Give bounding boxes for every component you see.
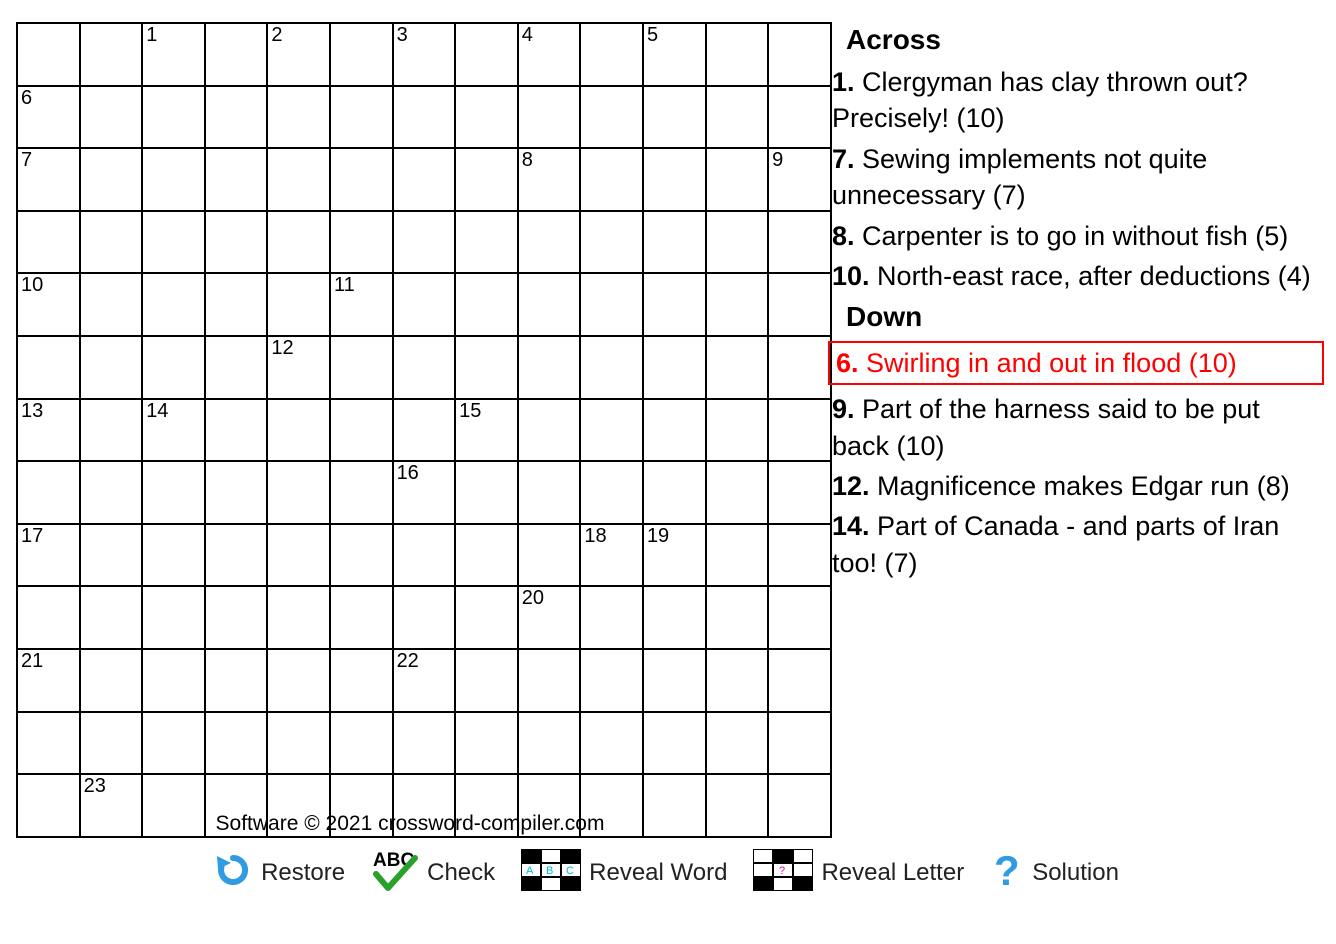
check-icon xyxy=(371,848,419,897)
grid-cell[interactable] xyxy=(455,649,518,712)
check-label: Check xyxy=(427,858,496,886)
grid-cell[interactable] xyxy=(205,148,268,211)
clue-number: 8. xyxy=(832,220,855,251)
across-clue-8[interactable] xyxy=(828,218,1324,254)
clue-number: 14. xyxy=(832,511,870,542)
reveal-word-label: Reveal Word xyxy=(589,858,728,886)
svg-text:B: B xyxy=(546,865,554,877)
grid-row xyxy=(17,712,831,775)
grid-cell[interactable] xyxy=(455,524,518,587)
grid-cell[interactable] xyxy=(518,148,581,211)
grid-cell[interactable] xyxy=(580,399,643,462)
grid-cell-block xyxy=(80,712,143,775)
grid-cell-block xyxy=(80,86,143,149)
grid-cell[interactable] xyxy=(142,461,205,524)
clue-text: Part of Canada - and parts of Iran too! (7) xyxy=(832,511,1280,578)
grid-cell[interactable] xyxy=(643,211,706,274)
check-button[interactable] xyxy=(371,848,495,897)
grid-cell[interactable] xyxy=(455,23,518,86)
grid-cell[interactable] xyxy=(393,23,456,86)
question-mark-icon xyxy=(990,848,1024,897)
grid-cell[interactable] xyxy=(768,712,831,775)
grid-cell[interactable] xyxy=(205,23,268,86)
grid-cell[interactable] xyxy=(768,336,831,399)
cell-number: 7 xyxy=(21,149,33,172)
grid-cell[interactable] xyxy=(706,273,769,336)
grid-cell[interactable] xyxy=(330,399,393,462)
grid-cell-block xyxy=(205,86,268,149)
grid-cell[interactable] xyxy=(142,211,205,274)
grid-cell-block xyxy=(205,712,268,775)
grid-cell[interactable] xyxy=(80,273,143,336)
cell-number: 13 xyxy=(21,399,44,422)
grid-cell[interactable] xyxy=(80,649,143,712)
grid-cell[interactable] xyxy=(80,524,143,587)
grid-cell[interactable] xyxy=(205,399,268,462)
grid-cell[interactable] xyxy=(518,712,581,775)
grid-cell[interactable] xyxy=(455,399,518,462)
down-clue-9[interactable] xyxy=(828,391,1324,464)
solution-button[interactable] xyxy=(990,848,1119,897)
clue-number: 6. xyxy=(836,347,859,378)
cell-number: 17 xyxy=(21,524,44,547)
grid-cell[interactable] xyxy=(643,148,706,211)
grid-row xyxy=(17,586,831,649)
grid-cell[interactable] xyxy=(330,23,393,86)
down-heading: Down xyxy=(846,300,923,332)
cell-number: 2 xyxy=(271,24,283,46)
across-heading: Across xyxy=(846,24,941,55)
grid-cell-block xyxy=(706,712,769,775)
grid-cell-block xyxy=(205,211,268,274)
solution-label: Solution xyxy=(1032,858,1119,886)
grid-cell-block xyxy=(768,86,831,149)
copyright-notice: Software © 2021 crossword-compiler.com xyxy=(215,812,605,835)
cell-number: 9 xyxy=(772,149,784,172)
cell-number: 22 xyxy=(396,649,419,672)
grid-cell[interactable] xyxy=(267,712,330,775)
grid-cell[interactable] xyxy=(643,273,706,336)
grid-cell-block xyxy=(643,461,706,524)
grid-row xyxy=(17,649,831,712)
grid-cell[interactable] xyxy=(142,524,205,587)
clue-number: 10. xyxy=(832,261,870,292)
restore-icon xyxy=(213,850,253,895)
svg-text:?: ? xyxy=(994,848,1020,892)
grid-cell-block xyxy=(455,461,518,524)
grid-cell[interactable] xyxy=(706,399,769,462)
grid-cell-block xyxy=(580,86,643,149)
cell-number: 15 xyxy=(459,399,482,422)
reveal-word-icon xyxy=(521,849,581,896)
reveal-word-button[interactable] xyxy=(521,849,727,896)
down-clue-14[interactable] xyxy=(828,508,1324,581)
clue-text: Swirling in and out in flood (10) xyxy=(858,347,1237,378)
grid-cell[interactable] xyxy=(142,273,205,336)
grid-cell-block xyxy=(706,461,769,524)
grid-table[interactable] xyxy=(16,22,832,838)
grid-cell[interactable] xyxy=(267,399,330,462)
grid-cell-block xyxy=(330,712,393,775)
clues-panel xyxy=(828,18,1324,585)
down-clue-list[interactable] xyxy=(828,341,1324,582)
cell-number: 18 xyxy=(584,524,607,547)
grid-cell[interactable] xyxy=(330,524,393,587)
grid-cell-block xyxy=(80,23,143,86)
grid-cell[interactable] xyxy=(393,524,456,587)
grid-cell[interactable] xyxy=(768,586,831,649)
cell-number: 10 xyxy=(21,274,44,297)
grid-cell[interactable] xyxy=(393,649,456,712)
grid-cell-block xyxy=(706,211,769,274)
grid-cell[interactable] xyxy=(267,148,330,211)
grid-cell-block xyxy=(455,86,518,149)
cell-number: 6 xyxy=(21,86,33,109)
grid-cell-block xyxy=(267,273,330,336)
grid-cell-block xyxy=(80,586,143,649)
grid-cell[interactable] xyxy=(267,336,330,399)
grid-row xyxy=(17,23,831,86)
grid-cell[interactable] xyxy=(267,86,330,149)
grid-cell[interactable] xyxy=(580,23,643,86)
clue-text: Magnificence makes Edgar run (8) xyxy=(869,470,1290,501)
grid-cell-block xyxy=(580,712,643,775)
grid-cell[interactable] xyxy=(80,148,143,211)
grid-cell-block xyxy=(706,586,769,649)
svg-text:C: C xyxy=(566,865,575,877)
grid-cell[interactable] xyxy=(267,23,330,86)
down-clue-6[interactable] xyxy=(828,341,1324,385)
grid-cell[interactable] xyxy=(768,399,831,462)
grid-cell[interactable] xyxy=(17,461,80,524)
grid-cell[interactable] xyxy=(267,524,330,587)
grid-row xyxy=(17,336,831,399)
grid-cell[interactable] xyxy=(518,23,581,86)
grid-cell[interactable] xyxy=(643,524,706,587)
cell-number: 14 xyxy=(146,399,169,422)
grid-cell[interactable] xyxy=(142,399,205,462)
grid-row xyxy=(17,211,831,274)
restore-button[interactable] xyxy=(213,850,345,895)
grid-cell-block xyxy=(518,524,581,587)
grid-cell-block xyxy=(580,461,643,524)
grid-cell[interactable] xyxy=(17,273,80,336)
grid-cell[interactable] xyxy=(580,524,643,587)
grid-cell[interactable] xyxy=(267,211,330,274)
clue-text: Part of the harness said to be put back (10) xyxy=(832,394,1260,461)
reveal-letter-button[interactable] xyxy=(753,849,964,896)
grid-cell-block xyxy=(455,586,518,649)
grid-cell-block xyxy=(330,86,393,149)
grid-cell-block xyxy=(205,336,268,399)
cell-number: 4 xyxy=(521,24,533,46)
grid-cell[interactable] xyxy=(267,586,330,649)
grid-cell[interactable] xyxy=(393,336,456,399)
grid-cell[interactable] xyxy=(17,211,80,274)
clue-text: North-east race, after deductions (4) xyxy=(869,261,1311,292)
clue-number: 12. xyxy=(832,470,870,501)
restore-label: Restore xyxy=(261,858,346,886)
cell-number: 1 xyxy=(146,24,158,46)
grid-cell-block xyxy=(142,336,205,399)
grid-cell[interactable] xyxy=(393,273,456,336)
toolbar xyxy=(16,848,1316,897)
grid-cell[interactable] xyxy=(393,586,456,649)
grid-cell[interactable] xyxy=(142,86,205,149)
grid-row xyxy=(17,461,831,524)
cell-number: 19 xyxy=(646,524,670,547)
grid-cell-block xyxy=(393,399,456,462)
grid-cell[interactable] xyxy=(580,649,643,712)
across-clue-list[interactable] xyxy=(828,64,1324,295)
cell-number: 8 xyxy=(521,149,533,172)
grid-cell-block xyxy=(455,211,518,274)
grid-cell[interactable] xyxy=(768,148,831,211)
grid-cell[interactable] xyxy=(706,148,769,211)
clue-text: Carpenter is to go in without fish (5) xyxy=(854,220,1289,251)
grid-cell-block xyxy=(205,586,268,649)
grid-cell[interactable] xyxy=(205,524,268,587)
svg-text:A: A xyxy=(526,865,534,877)
grid-cell-block xyxy=(580,336,643,399)
grid-cell[interactable] xyxy=(643,336,706,399)
grid-cell-block xyxy=(205,461,268,524)
grid-cell-block xyxy=(330,211,393,274)
cell-number: 11 xyxy=(333,274,355,297)
grid-cell-block xyxy=(17,712,80,775)
grid-cell[interactable] xyxy=(768,524,831,587)
across-clue-7[interactable] xyxy=(828,141,1324,214)
grid-cell[interactable] xyxy=(518,461,581,524)
grid-cell[interactable] xyxy=(643,586,706,649)
grid-cell[interactable] xyxy=(518,211,581,274)
clue-number: 1. xyxy=(832,67,855,97)
grid-cell-block xyxy=(80,461,143,524)
grid-cell-block xyxy=(706,336,769,399)
grid-cell-block xyxy=(580,211,643,274)
grid-cell-block xyxy=(17,23,80,86)
grid-cell[interactable] xyxy=(393,211,456,274)
grid-cell[interactable] xyxy=(17,649,80,712)
grid-cell[interactable] xyxy=(768,211,831,274)
grid-cell-block xyxy=(330,461,393,524)
clue-text: Clergyman has clay thrown out? Precisely! (10) xyxy=(832,67,1248,134)
reveal-letter-icon xyxy=(753,849,813,896)
grid-row xyxy=(17,273,831,336)
across-clue-1[interactable] xyxy=(828,64,1324,137)
grid-cell[interactable] xyxy=(455,273,518,336)
cell-number: 20 xyxy=(521,587,544,610)
grid-cell[interactable] xyxy=(330,148,393,211)
grid-cell[interactable] xyxy=(518,649,581,712)
grid-cell[interactable] xyxy=(330,273,393,336)
grid-cell-block xyxy=(455,148,518,211)
clue-text: Sewing implements not quite unnecessary (7) xyxy=(832,143,1208,211)
grid-cell[interactable] xyxy=(643,399,706,462)
grid-cell[interactable] xyxy=(17,524,80,587)
grid-cell[interactable] xyxy=(17,148,80,211)
grid-cell[interactable] xyxy=(706,23,769,86)
grid-row xyxy=(17,524,831,587)
grid-cell[interactable] xyxy=(142,148,205,211)
grid-cell-block xyxy=(706,86,769,149)
svg-text:?: ? xyxy=(779,865,786,877)
grid-cell[interactable] xyxy=(142,649,205,712)
cell-number: 23 xyxy=(83,775,106,798)
grid-cell[interactable] xyxy=(142,586,205,649)
grid-cell[interactable] xyxy=(706,524,769,587)
grid-cell[interactable] xyxy=(205,273,268,336)
svg-text:ABC: ABC xyxy=(373,850,415,871)
cell-number: 5 xyxy=(646,24,659,46)
grid-cell-block xyxy=(330,586,393,649)
grid-cell[interactable] xyxy=(80,399,143,462)
grid-row xyxy=(17,148,831,211)
grid-cell[interactable] xyxy=(393,148,456,211)
grid-cell-block xyxy=(330,336,393,399)
grid-cell[interactable] xyxy=(643,649,706,712)
grid-cell[interactable] xyxy=(518,399,581,462)
cell-number: 3 xyxy=(396,24,408,46)
grid-cell[interactable] xyxy=(706,649,769,712)
grid-cell[interactable] xyxy=(17,586,80,649)
grid-row xyxy=(17,86,831,149)
across-clue-10[interactable] xyxy=(828,258,1324,294)
grid-cell[interactable] xyxy=(267,461,330,524)
grid-cell[interactable] xyxy=(643,86,706,149)
cell-number: 21 xyxy=(21,649,44,672)
grid-cell[interactable] xyxy=(643,23,706,86)
grid-cell[interactable] xyxy=(205,649,268,712)
grid-cell-block xyxy=(768,23,831,86)
grid-cell[interactable] xyxy=(518,273,581,336)
grid-cell[interactable] xyxy=(393,86,456,149)
grid-cell-block xyxy=(580,586,643,649)
cell-number: 16 xyxy=(396,462,419,485)
grid-cell[interactable] xyxy=(768,461,831,524)
grid-cell-block xyxy=(80,211,143,274)
grid-cell[interactable] xyxy=(643,712,706,775)
grid-cell[interactable] xyxy=(518,586,581,649)
grid-cell[interactable] xyxy=(267,649,330,712)
grid-row xyxy=(17,399,831,462)
grid-cell[interactable] xyxy=(142,712,205,775)
cell-number: 12 xyxy=(271,336,294,359)
grid-cell-block xyxy=(80,336,143,399)
grid-cell[interactable] xyxy=(142,23,205,86)
clue-number: 7. xyxy=(832,143,855,174)
grid-cell-block xyxy=(455,712,518,775)
grid-cell[interactable] xyxy=(580,148,643,211)
grid-cell[interactable] xyxy=(17,336,80,399)
grid-cell[interactable] xyxy=(518,336,581,399)
crossword-grid[interactable] xyxy=(16,22,804,810)
grid-cell[interactable] xyxy=(17,399,80,462)
grid-cell[interactable] xyxy=(768,649,831,712)
grid-cell-block xyxy=(455,336,518,399)
grid-cell-block xyxy=(330,649,393,712)
clue-number: 9. xyxy=(832,394,855,425)
reveal-letter-label: Reveal Letter xyxy=(821,858,965,886)
grid-cell[interactable] xyxy=(518,86,581,149)
grid-cell[interactable] xyxy=(580,273,643,336)
grid-cell[interactable] xyxy=(393,712,456,775)
grid-cell[interactable] xyxy=(393,461,456,524)
grid-cell[interactable] xyxy=(768,273,831,336)
grid-cell[interactable] xyxy=(17,86,80,149)
down-clue-12[interactable] xyxy=(828,468,1324,504)
